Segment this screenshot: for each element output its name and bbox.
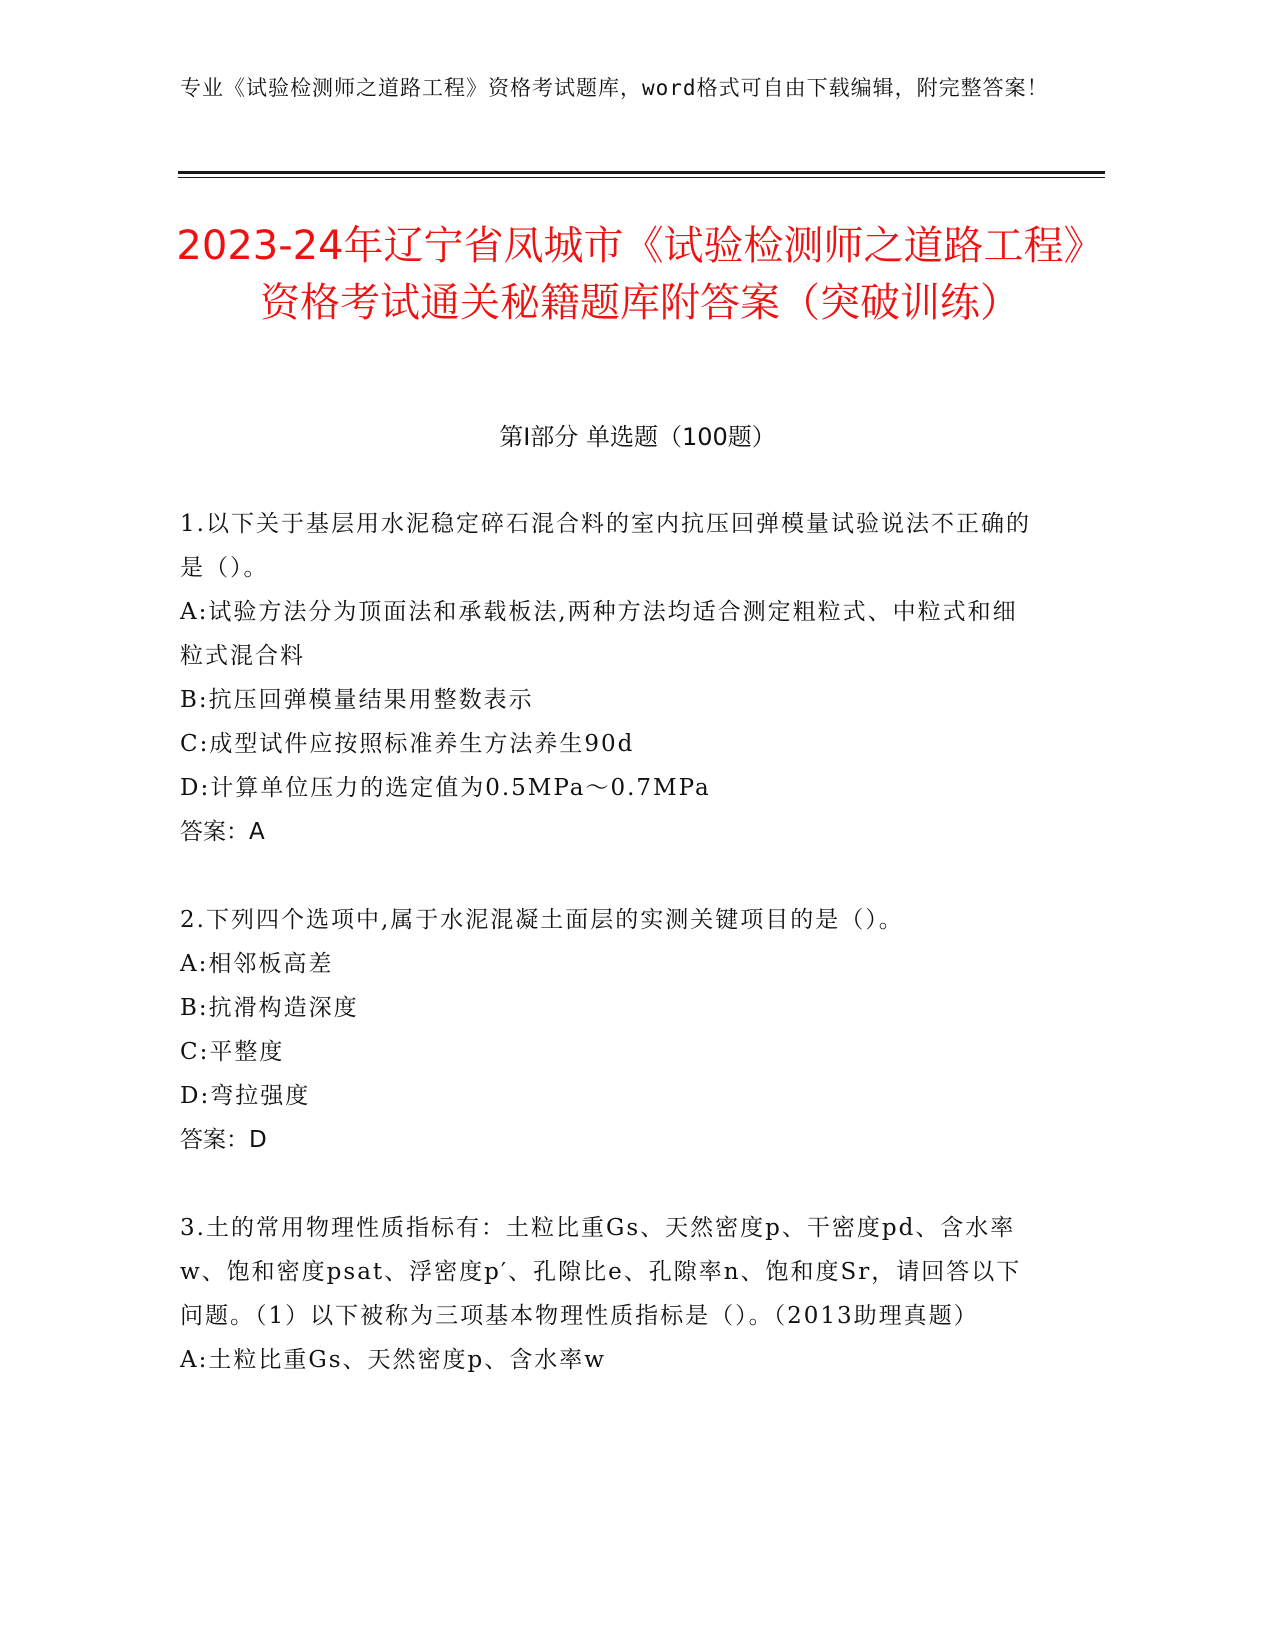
header-note: 专业《试验检测师之道路工程》资格考试题库，word格式可自由下载编辑，附完整答案！ xyxy=(180,76,1049,100)
question-1 xyxy=(180,502,1040,854)
header-rule-thick xyxy=(178,171,1105,174)
answer-line: 答案：D xyxy=(180,1127,267,1153)
question-2 xyxy=(180,898,1040,1162)
question-stem: 1.以下关于基层用水泥稳定碎石混合料的室内抗压回弹模量试验说法不正确的是（）。 xyxy=(180,511,1031,581)
section-heading: 第Ⅰ部分 单选题（100题） xyxy=(499,423,776,451)
option-b: B:抗滑构造深度 xyxy=(180,995,359,1021)
question-3 xyxy=(180,1206,1040,1382)
question-stem: 3.土的常用物理性质指标有：土粒比重Gs、天然密度p、干密度pd、含水率w、饱和密度psat、浮密度p′、孔隙比e、孔隙率n、饱和度Sr，请回答以下问题。（1）以下被称为三项基本物理性质指标是（）。（2013助理真题） xyxy=(180,1215,1022,1329)
question-stem: 2.下列四个选项中,属于水泥混凝土面层的实测关键项目的是（）。 xyxy=(180,907,904,933)
option-b: B:抗压回弹模量结果用整数表示 xyxy=(180,687,534,713)
option-c: C:平整度 xyxy=(180,1039,285,1065)
option-a: A:相邻板高差 xyxy=(180,951,334,977)
option-a: A:试验方法分为顶面法和承载板法,两种方法均适合测定粗粒式、中粒式和细粒式混合料 xyxy=(180,599,1018,669)
header-rule-thin xyxy=(178,177,1105,178)
option-a: A:土粒比重Gs、天然密度p、含水率w xyxy=(180,1347,606,1373)
option-d: D:计算单位压力的选定值为0.5MPa～0.7MPa xyxy=(180,775,711,801)
question-list xyxy=(180,502,1040,1426)
document-title: 2023-24年辽宁省凤城市《试验检测师之道路工程》资格考试通关秘籍题库附答案（突破训练） xyxy=(176,223,1104,326)
option-d: D:弯拉强度 xyxy=(180,1083,311,1109)
answer-line: 答案：A xyxy=(180,819,265,845)
option-c: C:成型试件应按照标准养生方法养生90d xyxy=(180,731,635,757)
